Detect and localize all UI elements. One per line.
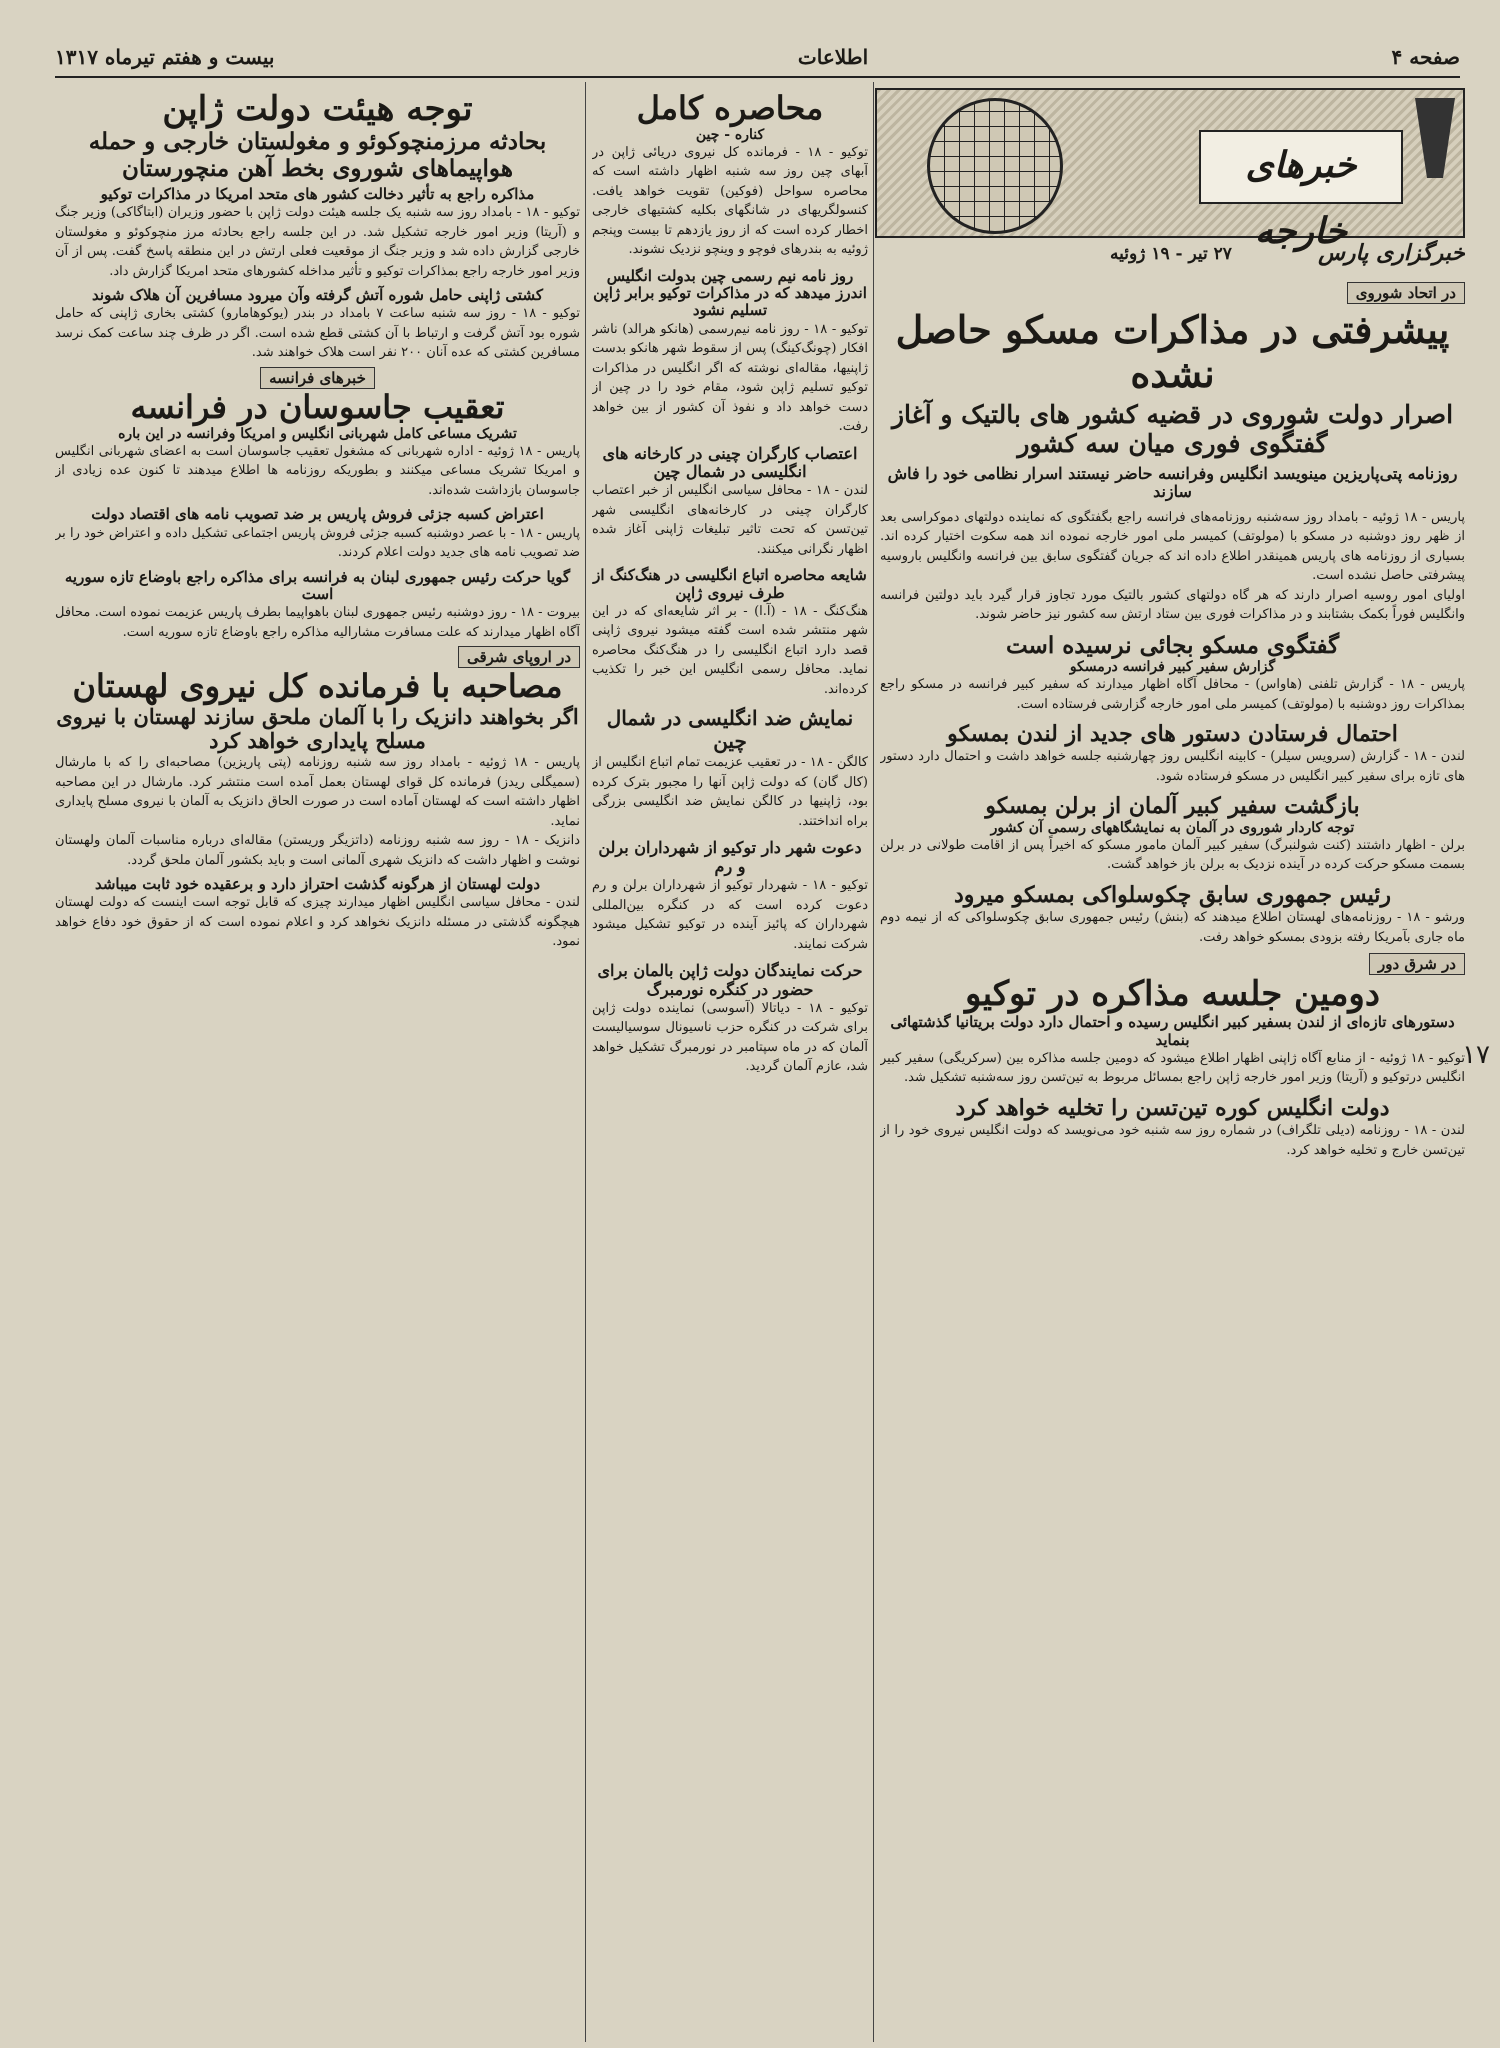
headline-hongkong: شایعه محاصره اتباع انگلیسی در هنگ‌کنگ از طرف نیروی ژاپن <box>593 566 867 602</box>
article-poland-firm: لندن - محافل سیاسی انگلیس اظهار میدارند چیزی که قابل توجه است اینست که دولت لهستان هیچگونه گذشتی در مسئله دانزیک نخواهد کرد و اعلام نموده است که از حقوق خود دفاع خواهد نمود. <box>55 895 580 950</box>
headline-german-ambassador: بازگشت سفیر کبیر آلمان از برلن بمسکو <box>985 793 1360 820</box>
paper-name: اطلاعات <box>797 45 869 69</box>
subheadline-border-incident: بحادثه مرزمنچوکوئو و مغولستان خارجی و حمله هواپیماهای شوروی بخط آهن منچورستان <box>88 128 547 182</box>
article-mayor: توکیو - ۱۸ - شهردار توکیو از شهرداران برلن و رم دعوت کرده است که در کنگره بین‌المللی شهرداران که پائیز آینده در توکیو تشکیل میشود شرکت نمایند. <box>592 878 868 952</box>
headline-shopkeepers: اعتراض کسبه جزئی فروش پاریس بر ضد تصویب نامه های اقتصاد دولت <box>91 505 544 524</box>
headline-tokyo-talks: دومین جلسه مذاکره در توکیو <box>965 974 1380 1015</box>
headline-ship-fire: کشتی ژاپنی حامل شوره آتش گرفته وآن میرود مسافرین آن هلاک شوند <box>92 286 543 305</box>
headline-moscow: پیشرفتی در مذاکرات مسکو حاصل نشده <box>895 307 1450 396</box>
subheadline-german-ambassador: توجه کاردار شوروی در آلمان به نمایشگاههای رسمی آن کشور <box>990 819 1355 836</box>
date-line: ۲۷ تیر - ۱۹ ژوئیه <box>1110 244 1232 264</box>
foreign-news-logo <box>875 88 1465 252</box>
article-moscow-1: پاریس - ۱۸ ژوئیه - بامداد روز سه‌شنبه روزنامه‌های فرانسه راجع بگفتگوی که نماینده دولتهای دموکراسی بعد از ظهر روز دوشنبه در مسکو با (مولوتف) کمیسر ملی امور خارجه نموده اند همه سکوت اختیار کرده اند. بسیاری از روزنامه های پاریس همینقدر اطلاع داده اند که جریان گفتگوی سابق بین فرانسه وانگلیس باروسیه پیشرفتی حاصل نشده است. <box>880 509 1465 584</box>
article-anti-british: کالگن - ۱۸ - در تعقیب عزیمت تمام اتباع انگلیس از (کال گان) که دولت ژاپن آنها را مجبور بترک کرده بود، ژاپنیها در کالگن نمایش ضد انگلیسی بزرگی براه انداختند. <box>592 755 868 829</box>
page-number: صفحه ۴ <box>1391 45 1460 69</box>
headline-blockade: محاصره کامل <box>636 90 824 127</box>
article-london-orders: لندن - ۱۸ - گزارش (سرویس سیلر) - کابینه انگلیس روز چهارشنبه جلسه خواهد داشت و احتمال دارد دستور های تازه برای سفیر کبیر انگلیس در مسکو فرستاده شود. <box>880 749 1465 784</box>
margin-page-mark: ۱۷ <box>1462 1040 1490 1070</box>
article-chinese-paper: توکیو - ۱۸ - روز نامه نیم‌رسمی (هانکو هرالد) ناشر افکار (چونگ‌کینگ) پس از سقوط شهر هانکو بدست ژاپنیها، مقاله‌ای نوشته که اگر انگلیس در مذاکرات توکیو تسلیم ژاپن شود، مقام خود را در چین از دست خواهد داد و نفوذ آن کشور از بین خواهد رفت. <box>592 321 868 435</box>
section-tag-soviet: در اتحاد شوروی <box>1347 282 1465 304</box>
gramophone-horn-icon <box>1415 98 1455 178</box>
section-tag-fareast: در شرق دور <box>1369 953 1465 975</box>
logo-title: خبرهای خارجه <box>1199 130 1403 204</box>
subheadline-us-intervention: مذاکره راجع به تأثیر دخالت کشور های متحد امریکا در مذاکرات توکیو <box>100 184 535 203</box>
article-tokyo-talks: توکیو - ۱۸ ژوئیه - از منابع آگاه ژاپنی اظهار اطلاع میشود که دومین جلسه مذاکره بین (سرکریگی) سفیر کبیر انگلیس درتوکیو و (آریتا) وزیر امور خارجه ژاپن راجع بمسائل مربوط به تین‌تسن روز سه‌شنبه تشکیل شد. <box>880 1050 1465 1086</box>
subheadline-tokyo-talks: دستورهای تازه‌ای از لندن بسفیر کبیر انگلیس رسیده و احتمال دارد دولت بریتانیا گذشتهائی بنماید <box>890 1013 1455 1049</box>
article-benes: ورشو - ۱۸ - روزنامه‌های لهستان اطلاع میدهند که (بنش) رئیس جمهوری سابق چکوسلواکی که از نیمه دوم ماه جاری بآمریکا رفته بزودی بمسکو خواهد رفت. <box>880 910 1465 945</box>
headline-nuremberg: حرکت نمایندگان دولت ژاپن بالمان برای حضور در کنگره نورمبرگ <box>597 961 863 999</box>
section-tag-east-europe: در اروپای شرقی <box>458 646 580 668</box>
article-shopkeepers: پاریس - ۱۸ - با عصر دوشنبه کسبه جزئی فروش پاریس اجتماعی تشکیل داده و اعتراض خود را بر ضد تصویب نامه های جدید دولت اعلام کردند. <box>55 525 580 561</box>
headline-talks: گفتگوی مسکو بجائی نرسیده است <box>1005 631 1340 659</box>
article-lebanon: بیروت - ۱۸ - روز دوشنبه رئیس جمهوری لبنان باهواپیما بطرف پاریس عزیمت نموده است. محافل آگاه اظهار میدارند که علت مسافرت مشارالیه مذاکره راجع باوضاع تازه سوریه است. <box>55 605 580 640</box>
globe-icon <box>927 98 1063 234</box>
column-rule-2 <box>873 82 874 2042</box>
page-header <box>55 38 1460 78</box>
headline-benes: رئیس جمهوری سابق چکوسلواکی بمسکو میرود <box>953 881 1392 908</box>
headline-london-orders: احتمال فرستادن دستور های جدید از لندن بمسکو <box>947 721 1398 748</box>
headline-tientsin: دولت انگلیس کوره تین‌تسن را تخلیه خواهد کرد <box>955 1094 1390 1121</box>
subheadline-petit-parisien: روزنامه پتی‌پاریزین مینویسد انگلیس وفرانسه حاضر نیستند اسرار نظامی خود را فاش سازند <box>887 463 1458 502</box>
subheadline-spies: تشریک مساعی کامل شهربانی انگلیس و امریکا وفرانسه در این باره <box>118 425 517 442</box>
article-nuremberg: توکیو - ۱۸ - دیاتالا (آسوسی) نماینده دولت ژاپن برای شرکت در کنگره حزب ناسیونال سوسیالیست آلمان که در ماه سپتامبر در نورمبرگ تشکیل خواهد شد، عازم آلمان گردید. <box>592 1000 868 1075</box>
headline-strike: اعتصاب کارگران چینی در کارخانه های انگلیسی در شمال چین <box>602 443 858 482</box>
article-hongkong: هنگ‌کنگ - ۱۸ - (آ.ا) - بر اثر شایعه‌ای که در این شهر منتشر شده است گفته میشود نیروی ژاپنی قصد دارد اتباع انگلیسی را در هنگ‌کنگ محاصره نماید. محافل رسمی انگلیس این خبر را تکذیب کرده‌اند. <box>592 603 868 697</box>
article-tientsin: لندن - ۱۸ - روزنامه (دیلی تلگراف) در شماره روز سه شنبه خود می‌نویسد که دولت انگلیس نیروی خود را از تین‌تسن خارج و تخلیه خواهد کرد. <box>880 1123 1465 1158</box>
article-talks: پاریس - ۱۸ - گزارش تلفنی (هاواس) - محافل آگاه اظهار میدارند که سفیر کبیر فرانسه در مسکو راجع بمذاکرات روز دوشنبه با (مولوتف) کمیسر ملی امور خارجه گزارشی فرستاده است. <box>880 677 1465 712</box>
article-japan-cabinet: توکیو - ۱۸ - بامداد روز سه شنبه یک جلسه هیئت دولت ژاپن با حضور وزیران (ابتاگاکی) وزیر جنگ و (آریتا) وزیر امور خارجه تشکیل شد. در این جلسه راجع بحادثه مرز منچوکوئو و مغولستان خارجی گزارش داده شد و وزیر جنگ از موقعیت فعلی ارتش در این منطقه پاسخ گفت. پس از آن وزیر امور خارجه راجع بمذاکرات توکیو و تأثیر مداخله کشورهای متحد امریکا گزارش داد. <box>55 205 580 279</box>
headline-japan-cabinet: توجه هیئت دولت ژاپن <box>162 90 473 129</box>
headline-anti-british: نمایش ضد انگلیسی در شمال چین <box>606 706 854 754</box>
agency-name: خبرگزاری پارس <box>1318 240 1465 266</box>
header-date: بیست و هفتم تیرماه ۱۳۱۷ <box>55 45 275 69</box>
article-spies: پاریس - ۱۸ ژوئیه - اداره شهربانی که مشغول تعقیب جاسوسان است به اعضای شهربانی انگلیس و امریکا تشریک مساعی میکنند و بطوریکه روزنامه ها اطلاع میدهند تا کنون عده زیادی از جاسوسان بازداشت شده‌اند. <box>55 443 580 498</box>
subheadline-danzig: اگر بخواهند دانزیک را با آلمان ملحق سازند لهستان با نیروی مسلح پایداری خواهد کرد <box>56 703 579 754</box>
subheadline-talks: گزارش سفیر کبیر فرانسه درمسکو <box>1069 659 1276 676</box>
article-danzig: دانزیک - ۱۸ - روز سه شنبه روزنامه (داتزیگر وریستن) مقاله‌ای درباره مناسبات آلمان ولهستان نوشت و اظهار داشت که دانزیک شهری آلمانی است و باید بکشور آلمان ملحق گردد. <box>55 833 580 868</box>
article-ship-fire: توکیو - ۱۸ - روز سه شنبه ساعت ۷ بامداد در بندر (یوکوهامارو) کشتی بخاری ژاپنی که حامل شوره بود آتش گرفت و ارتباط با آن کشتی قطع شده است. اگر در ظرف چند ساعت کمک نرسد مسافرین کشتی که عده آنان ۲۰۰ نفر است هلاک خواهند شد. <box>55 306 580 361</box>
section-tag-france: خبرهای فرانسه <box>260 367 375 389</box>
column-japan-france-poland <box>55 90 580 2040</box>
column-soviet-fareast <box>880 282 1465 2042</box>
headline-poland-interview: مصاحبه با فرمانده کل نیروی لهستان <box>72 667 563 706</box>
headline-lebanon: گویا حرکت رئیس جمهوری لبنان به فرانسه برای مذاکره راجع باوضاع تازه سوریه است <box>64 567 571 603</box>
article-blockade: توکیو - ۱۸ - فرمانده کل نیروی دریائی ژاپن در آبهای چین روز سه شنبه اظهار داشته است که محاصره سواحل (فوکین) تقویت خواهد یافت. کنسولگریهای در شانگهای بکلیه کشتیهای خارجی اخطار کرده است که از روز یازدهم تا بیست وپنجم ژوئیه به بندرهای فوچو و وینچو نزدیک نشوند. <box>592 144 868 258</box>
dateline-blockade: کناره - چین <box>695 126 765 143</box>
subheadline-baltic: اصرار دولت شوروی در قضیه کشور های بالتیک و آغاز گفتگوی فوری میان سه کشور <box>891 400 1454 459</box>
headline-mayor: دعوت شهر دار توکیو از شهرداران برلن و رم <box>598 838 862 876</box>
headline-spies: تعقیب جاسوسان در فرانسه <box>130 387 505 426</box>
headline-poland-firm: دولت لهستان از هرگونه گذشت احتراز دارد و برعقیده خود ثابت میباشد <box>94 875 541 894</box>
headline-chinese-paper: روز نامه نیم رسمی چین بدولت انگلیس اندرز میدهد که در مذاکرات توکیو برابر ژاپن تسلیم نشود <box>593 266 867 320</box>
article-german-ambassador: برلن - اظهار داشتند (کنت شولنبرگ) سفیر کبیر آلمان مامور مسکو که اخیراً پس از اقامت طولانی در برلن بسمت مسکو حرکت کرده در آینده نزدیک به برلن باز خواهد گشت. <box>880 837 1465 873</box>
article-moscow-2: اولیای امور روسیه اصرار دارند که هر گاه دولتهای کشور بالتیک مورد تجاوز قرار گیرد باید دولتین فرانسه وانگلیس فوراً بکمک بشتابند و در مذاکرات فوری بین ستاد ارتش سه کشور نیز حاضر شوند. <box>880 587 1465 623</box>
article-strike: لندن - ۱۸ - محافل سیاسی انگلیس از خبر اعتصاب کارگران چینی در کارخانه‌های انگلیسی شهر تین‌تسن که تحت تاثیر تبلیغات ژاپنی آغاز شده اظهار نگرانی میکنند. <box>592 483 868 557</box>
column-china <box>592 90 868 2040</box>
article-poland-interview: پاریس - ۱۸ ژوئیه - بامداد روز سه شنبه روزنامه (پتی پاریزین) مصاحبه‌ای را که با مارشال (سمیگلی ریدز) فرمانده کل قوای لهستان بعمل آمده است منتشر کرد. مارشال در این مصاحبه اظهار داشته است که لهستان آماده است در صورت الحاق دانزیک به آلمان با نیروی مسلح پایداری نماید. <box>55 755 580 829</box>
column-rule-1 <box>585 82 586 2042</box>
